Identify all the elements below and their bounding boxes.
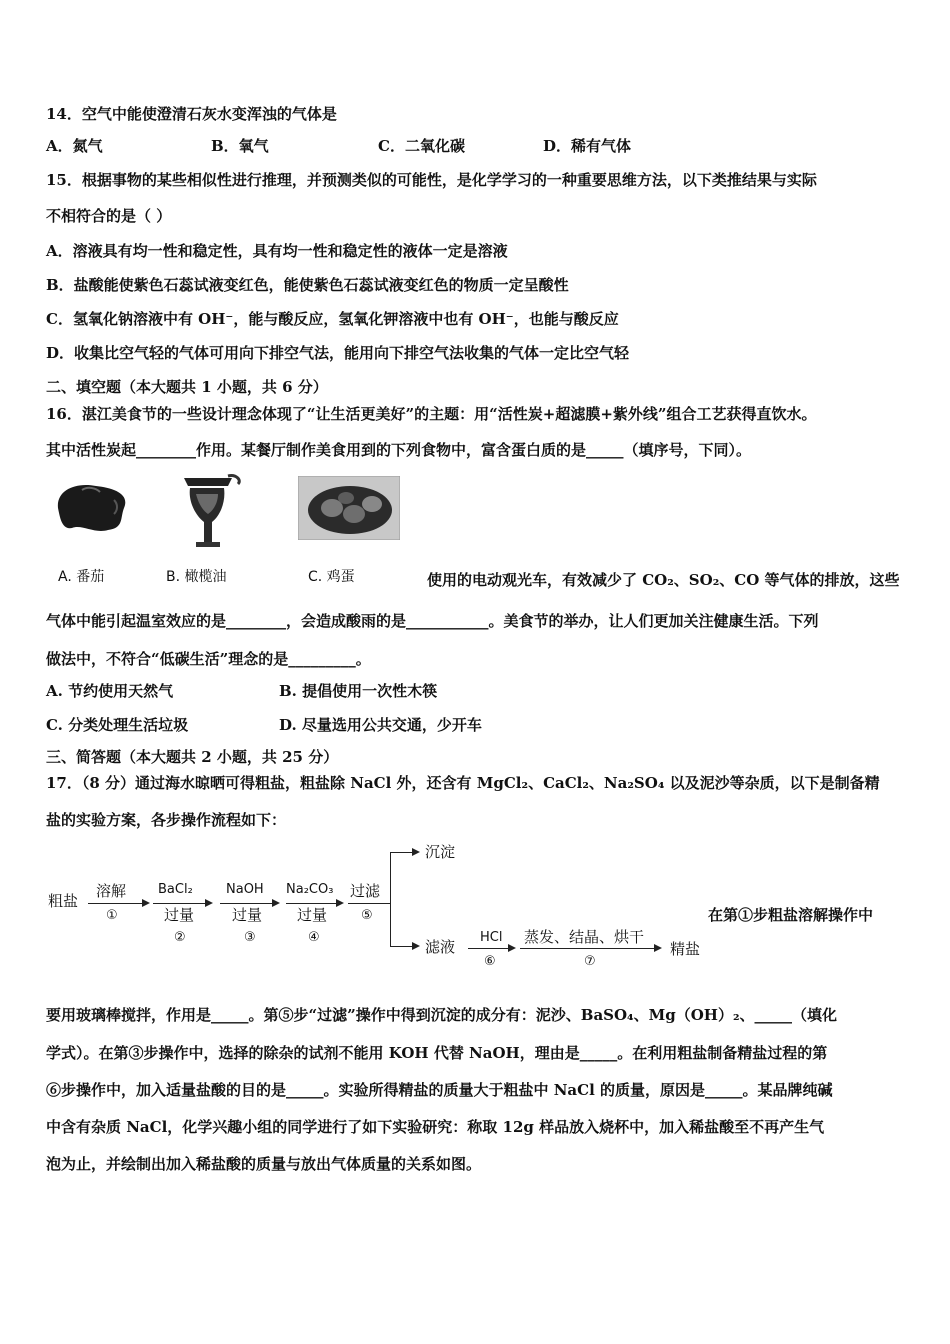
food-caption-b: B. 橄榄油 — [166, 569, 227, 585]
flow-step3-excess: 过量 — [232, 906, 263, 924]
flow-arrow-lower — [390, 946, 418, 947]
flow-line-5 — [348, 903, 390, 904]
q17-line5: ⑥步操作中，加入适量盐酸的目的是_____。实验所得精盐的质量大于粗盐中 NaCl 的质量，原因是_____。某品牌纯碱 — [46, 1081, 833, 1099]
q14-option-a: A．氮气 — [46, 137, 103, 155]
flow-step6-reagent: HCl — [480, 930, 503, 945]
olive-oil-image — [172, 472, 246, 554]
q16-line5: 做法中，不符合“低碳生活”理念的是_________。 — [46, 650, 371, 668]
q17-side-text: 在第①步粗盐溶解操作中 — [708, 906, 874, 924]
q17-line1: 17．（8 分）通过海水晾晒可得粗盐，粗盐除 NaCl 外，还含有 MgCl₂、CaCl₂、Na₂SO₄ 以及泥沙等杂质，以下是制备精 — [46, 774, 880, 792]
q17-line6: 中含有杂质 NaCl，化学兴趣小组的同学进行了如下实验研究：称取 12g 样品放入烧杯中，加入稀盐酸至不再产生气 — [46, 1118, 825, 1136]
flow-arrow-1 — [88, 903, 148, 904]
flow-step2-reagent: BaCl₂ — [158, 882, 193, 897]
flow-step5-label: 过滤 — [350, 882, 381, 900]
flow-step6-number: ⑥ — [484, 954, 496, 969]
flow-step4-reagent: Na₂CO₃ — [286, 882, 334, 897]
flow-arrow-3 — [220, 903, 278, 904]
q15-stem-line1: 15．根据事物的某些相似性进行推理，并预测类似的可能性，是化学学习的一种重要思维方法，以下类推结果与实际 — [46, 171, 817, 189]
flow-step4-number: ④ — [308, 930, 320, 945]
q16-option-d: D. 尽量选用公共交通，少开车 — [279, 716, 482, 734]
q16-line2: 其中活性炭起________作用。某餐厅制作美食用到的下列食物中，富含蛋白质的是_____（填序号，下同）。 — [46, 441, 752, 459]
q15-option-b: B．盐酸能使紫色石蕊试液变红色，能使紫色石蕊试液变红色的物质一定呈酸性 — [46, 276, 569, 294]
flow-step3-number: ③ — [244, 930, 256, 945]
flow-step2-number: ② — [174, 930, 186, 945]
section-3-heading: 三、简答题（本大题共 2 小题，共 25 分） — [46, 748, 339, 766]
flow-arrow-2 — [153, 903, 211, 904]
food-caption-a: A. 番茄 — [58, 569, 105, 585]
q14-option-d: D．稀有气体 — [543, 137, 632, 155]
flow-step4-excess: 过量 — [297, 906, 328, 924]
flow-arrow-7 — [520, 948, 660, 949]
flow-step1-label: 溶解 — [96, 882, 127, 900]
tomato-image — [52, 478, 132, 536]
q14-option-b: B．氧气 — [211, 137, 269, 155]
flow-arrow-upper — [390, 852, 418, 853]
flow-branch-line — [390, 852, 391, 946]
q14-stem: 14．空气中能使澄清石灰水变浑浊的气体是 — [46, 105, 337, 123]
q17-line4: 学式）。在第③步操作中，选择的除杂的试剂不能用 KOH 代替 NaOH，理由是_____。在利用粗盐制备精盐过程的第 — [46, 1044, 828, 1062]
flow-step5-number: ⑤ — [361, 908, 373, 923]
q17-line3: 要用玻璃棒搅拌，作用是_____。第⑤步“过滤”操作中得到沉淀的成分有：泥沙、BaSO₄、Mg（OH）₂、_____（填化 — [46, 1006, 838, 1024]
q15-option-a: A．溶液具有均一性和稳定性，具有均一性和稳定性的液体一定是溶液 — [46, 242, 508, 260]
q16-option-a: A. 节约使用天然气 — [46, 682, 174, 700]
flow-step1-number: ① — [106, 908, 118, 923]
flow-step7-number: ⑦ — [584, 954, 596, 969]
q16-line3: 使用的电动观光车，有效减少了 CO₂、SO₂、CO 等气体的排放，这些 — [427, 571, 900, 589]
q16-option-c: C. 分类处理生活垃圾 — [46, 716, 189, 734]
flow-step3-reagent: NaOH — [226, 882, 264, 897]
flow-start-label: 粗盐 — [48, 892, 79, 910]
egg-image — [298, 476, 400, 540]
q16-option-b: B. 提倡使用一次性木筷 — [279, 682, 438, 700]
q15-stem-line2: 不相符合的是（ ） — [46, 207, 172, 225]
q15-option-d: D．收集比空气轻的气体可用向下排空气法，能用向下排空气法收集的气体一定比空气轻 — [46, 344, 630, 362]
flow-precipitate-label: 沉淀 — [425, 843, 456, 861]
q16-line4: 气体中能引起温室效应的是________，会造成酸雨的是___________。美食节的举办，让人们更加关注健康生活。下列 — [46, 612, 819, 630]
flow-end-label: 精盐 — [670, 940, 701, 958]
food-caption-c: C. 鸡蛋 — [308, 569, 355, 585]
flow-filtrate-label: 滤液 — [425, 938, 456, 956]
q17-line2: 盐的实验方案，各步操作流程如下： — [46, 811, 287, 829]
flow-step7-label: 蒸发、结晶、烘干 — [524, 928, 645, 946]
q16-line1: 16．湛江美食节的一些设计理念体现了“让生活更美好”的主题：用“活性炭+超滤膜+紫外线”组合工艺获得直饮水。 — [46, 405, 817, 423]
flow-arrow-6 — [468, 948, 514, 949]
q14-option-c: C．二氧化碳 — [378, 137, 465, 155]
section-2-heading: 二、填空题（本大题共 1 小题，共 6 分） — [46, 378, 328, 396]
q15-option-c: C．氢氧化钠溶液中有 OH⁻，能与酸反应，氢氧化钾溶液中也有 OH⁻，也能与酸反应 — [46, 310, 619, 328]
flow-step2-excess: 过量 — [164, 906, 195, 924]
q17-line7: 泡为止，并绘制出加入稀盐酸的质量与放出气体质量的关系如图。 — [46, 1155, 482, 1173]
flow-arrow-4 — [286, 903, 342, 904]
